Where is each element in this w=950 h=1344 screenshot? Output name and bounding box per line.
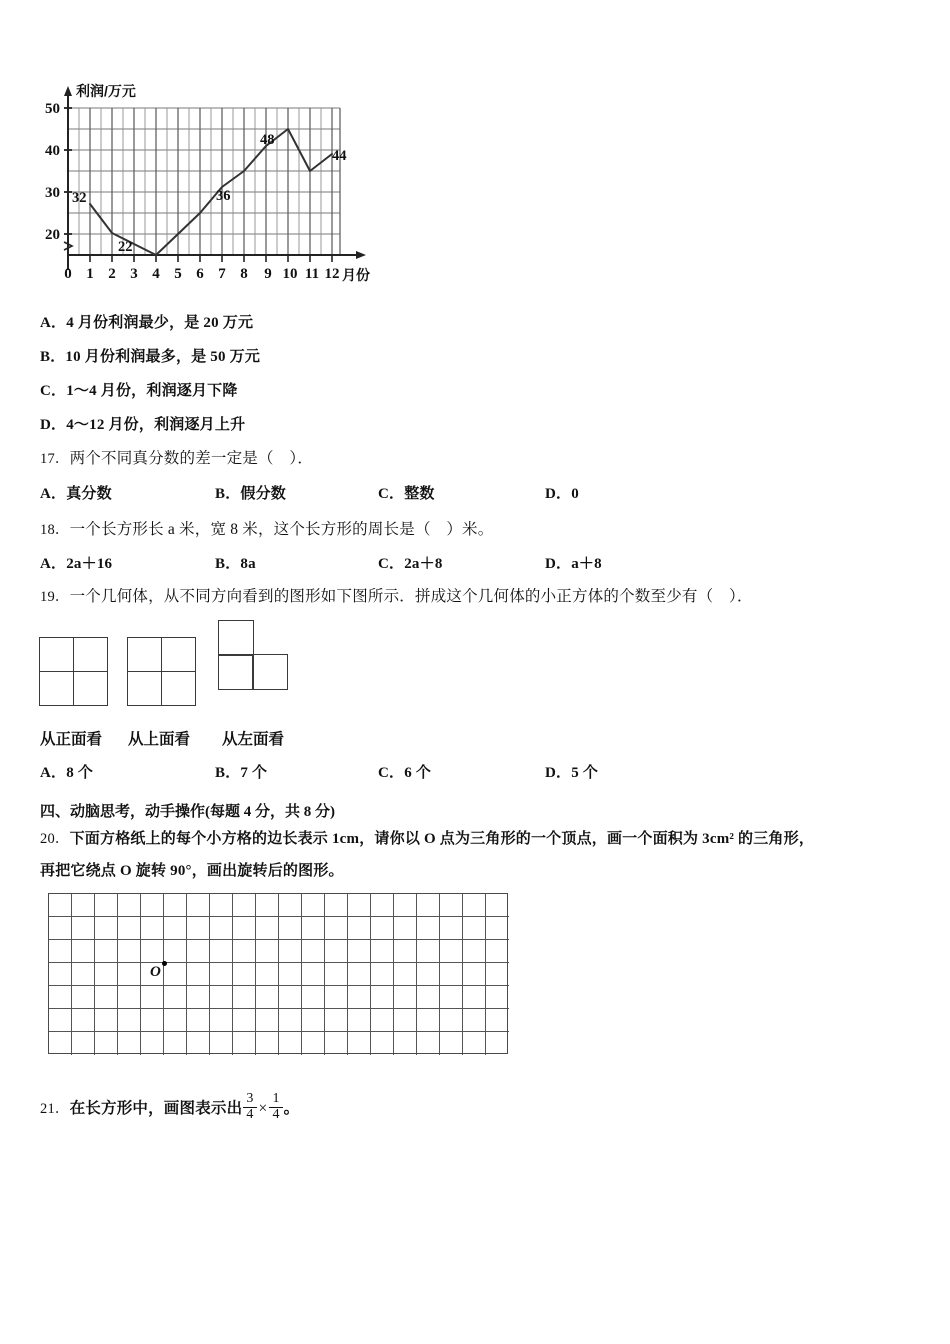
grid-cell [371, 917, 394, 940]
q19-option-c-label: C． [378, 765, 405, 781]
grid-cell [325, 940, 348, 963]
grid-cell [72, 940, 95, 963]
grid-cell [164, 963, 187, 986]
q21-fraction-1 [243, 1092, 256, 1122]
grid-cell [187, 1009, 210, 1032]
q16-option-b-text: 10 月份利润最多，是 50 万元 [65, 349, 261, 365]
q19-figure-left-view [218, 620, 290, 692]
grid-cell [394, 917, 417, 940]
grid-cell [302, 1009, 325, 1032]
q18-stem-text: 一个长方形长 a 米，宽 8 米，这个长方形的周长是（ ）米。 [69, 521, 494, 538]
grid-cell [49, 986, 72, 1009]
grid-cell [187, 963, 210, 986]
q16-option-c-label: C． [40, 383, 67, 399]
x-tick-label: 12 [324, 266, 340, 282]
q17-option-a-text: 真分数 [66, 486, 112, 502]
grid-cell [486, 917, 509, 940]
grid-cell [463, 986, 486, 1009]
grid-cell [161, 671, 196, 706]
grid-cell [348, 1032, 371, 1055]
q18-option-d-label: D． [545, 556, 572, 572]
grid-cell [95, 917, 118, 940]
chart-x-axis-title: 月份 [342, 267, 370, 283]
grid-cell [95, 940, 118, 963]
q20-number: 20． [40, 831, 70, 847]
grid-cell [233, 917, 256, 940]
chart-x-tick-labels [64, 266, 339, 282]
grid-cell [256, 963, 279, 986]
q19-caption-front: 从正面看 [40, 731, 103, 748]
q21-stem-after: 。 [283, 1100, 300, 1117]
grid-cell [440, 894, 463, 917]
y-tick-label: 50 [45, 101, 60, 117]
grid-cell [187, 1032, 210, 1055]
chart-point-label: 44 [332, 148, 347, 164]
x-tick-label: 9 [264, 266, 272, 282]
q19-option-c-text: 6 个 [404, 765, 432, 781]
grid-cell [417, 917, 440, 940]
fraction-denominator: 4 [269, 1107, 282, 1123]
q19-caption-left: 从左面看 [222, 731, 285, 748]
grid-cell [279, 1032, 302, 1055]
grid-cell [141, 940, 164, 963]
q18-option-c-label: C． [378, 556, 405, 572]
grid-cell [127, 637, 162, 672]
x-tick-label: 5 [174, 266, 182, 282]
grid-cell [72, 1032, 95, 1055]
grid-cell [141, 986, 164, 1009]
grid-cell [164, 894, 187, 917]
grid-cell [164, 940, 187, 963]
grid-cell [417, 963, 440, 986]
grid-cell [49, 917, 72, 940]
q17-option-a[interactable] [40, 482, 112, 503]
grid-cell [302, 894, 325, 917]
grid-cell [440, 986, 463, 1009]
grid-cell [486, 1032, 509, 1055]
grid-cell [164, 1032, 187, 1055]
q16-option-d[interactable] [40, 413, 245, 434]
q16-option-a-label: A． [40, 315, 67, 331]
q20-stem-line1 [40, 828, 814, 851]
grid-cell [256, 894, 279, 917]
grid-cell [302, 1032, 325, 1055]
grid-cell [118, 1032, 141, 1055]
grid-cell [417, 986, 440, 1009]
grid-cell [371, 963, 394, 986]
grid-cell [486, 940, 509, 963]
grid-cell [348, 940, 371, 963]
grid-cell [371, 1032, 394, 1055]
q19-option-d[interactable] [545, 761, 598, 782]
q16-option-a[interactable] [40, 311, 253, 332]
chart-y-tick-labels [45, 101, 60, 243]
grid-cell [440, 940, 463, 963]
grid-cell [233, 894, 256, 917]
q18-option-a-label: A． [40, 556, 67, 572]
q19-option-d-label: D． [545, 765, 572, 781]
q17-number: 17． [40, 451, 70, 467]
grid-cell [164, 986, 187, 1009]
x-tick-label: 2 [108, 266, 116, 282]
grid-cell [325, 986, 348, 1009]
grid-cell [39, 671, 74, 706]
fraction-denominator: 4 [243, 1107, 256, 1123]
q18-option-b[interactable] [215, 552, 256, 573]
grid-cell [279, 1009, 302, 1032]
grid-cell [348, 894, 371, 917]
x-tick-label: 0 [64, 266, 72, 282]
section-4-heading: 四、动脑思考，动手操作(每题 4 分，共 8 分) [40, 804, 335, 820]
q20-stem-line1-text: 下面方格纸上的每个小方格的边长表示 1cm，请你以 O 点为三角形的一个顶点，画一个面积为 3cm² 的三角形， [69, 831, 815, 847]
q18-option-b-label: B． [215, 556, 241, 572]
grid-cell [187, 940, 210, 963]
chart-point-label: 22 [118, 239, 133, 255]
grid-cell [440, 963, 463, 986]
x-tick-label: 3 [130, 266, 138, 282]
grid-cell [302, 963, 325, 986]
grid-cell [256, 986, 279, 1009]
grid-cell [440, 1009, 463, 1032]
q19-option-a-label: A． [40, 765, 67, 781]
chart-gridlines-vertical-major [90, 108, 340, 255]
grid-cell [463, 963, 486, 986]
q18-number: 18． [40, 522, 70, 538]
q19-option-b-label: B． [215, 765, 241, 781]
grid-cell [95, 986, 118, 1009]
q18-option-a-text: 2a＋16 [66, 556, 113, 572]
grid-cell [127, 671, 162, 706]
profit-line-chart [40, 80, 380, 285]
grid-cell [141, 1009, 164, 1032]
grid-cell [118, 940, 141, 963]
grid-cell [486, 986, 509, 1009]
grid-cell [95, 894, 118, 917]
x-tick-label: 8 [240, 266, 248, 282]
grid-cell [118, 917, 141, 940]
q17-option-d-text: 0 [571, 486, 579, 502]
q18-option-a[interactable] [40, 552, 112, 573]
q16-option-b[interactable] [40, 345, 260, 366]
grid-cell [394, 1032, 417, 1055]
grid-cell [72, 917, 95, 940]
grid-cell [348, 963, 371, 986]
q18-option-d-text: a＋8 [571, 556, 602, 572]
grid-cell [279, 894, 302, 917]
q17-stem [40, 447, 313, 471]
grid-cell [95, 1009, 118, 1032]
q16-option-d-text: 4～12 月份，利润逐月上升 [66, 417, 246, 433]
grid-cell [118, 1009, 141, 1032]
grid-cell [279, 940, 302, 963]
grid-cell [141, 894, 164, 917]
grid-cell [279, 963, 302, 986]
q21-stem [40, 1091, 300, 1125]
q19-stem-text: 一个几何体，从不同方向看到的图形如下图所示．拼成这个几何体的小正方体的个数至少有（ ）． [69, 588, 753, 605]
grid-cell [394, 940, 417, 963]
grid-cell [486, 1009, 509, 1032]
grid-cell [417, 940, 440, 963]
fraction-numerator: 3 [246, 1091, 254, 1106]
grid-cell [256, 940, 279, 963]
grid-cell [233, 1009, 256, 1032]
chart-point-label: 48 [260, 132, 275, 148]
grid-cell [440, 1032, 463, 1055]
grid-cell [49, 1009, 72, 1032]
grid-cell [394, 894, 417, 917]
grid-cell [118, 986, 141, 1009]
grid-cell [325, 1032, 348, 1055]
q17-option-d[interactable] [545, 482, 579, 503]
grid-cell [486, 963, 509, 986]
l-cell-top-left [218, 620, 254, 656]
grid-cell [141, 917, 164, 940]
q19-option-b[interactable] [215, 761, 267, 782]
grid-cell [49, 963, 72, 986]
grid-cell [417, 1032, 440, 1055]
q17-option-b-text: 假分数 [240, 486, 287, 502]
grid-cell [210, 963, 233, 986]
grid-cell [187, 894, 210, 917]
grid-cell [187, 917, 210, 940]
grid-cell [118, 963, 141, 986]
grid-cell [302, 986, 325, 1009]
grid-cell [371, 986, 394, 1009]
grid-cell [463, 940, 486, 963]
x-tick-label: 7 [218, 266, 226, 282]
q16-option-d-label: D． [40, 417, 67, 433]
q19-caption-top: 从上面看 [128, 731, 191, 748]
q17-option-d-label: D． [545, 486, 572, 502]
grid-cell [325, 917, 348, 940]
grid-cell [95, 963, 118, 986]
grid-cell [348, 917, 371, 940]
y-tick-label: 40 [45, 143, 60, 159]
grid-cell [256, 1032, 279, 1055]
grid-cell [73, 637, 108, 672]
grid-cell [463, 1032, 486, 1055]
chart-svg [40, 80, 380, 285]
grid-cell [118, 894, 141, 917]
chart-y-axis-title: 利润/万元 [76, 83, 136, 99]
q21-number: 21． [40, 1101, 70, 1117]
q20-graph-paper[interactable] [48, 893, 508, 1054]
grid-cell [256, 1009, 279, 1032]
q19-stem [40, 585, 753, 609]
grid-cell [210, 917, 233, 940]
q19-option-d-text: 5 个 [571, 765, 599, 781]
q19-option-c[interactable] [378, 761, 431, 782]
q17-option-c-label: C． [378, 486, 405, 502]
q18-option-c[interactable] [378, 552, 443, 573]
grid-cell [210, 1032, 233, 1055]
grid-cell [417, 1009, 440, 1032]
grid-cell [256, 917, 279, 940]
q17-option-a-label: A． [40, 486, 67, 502]
x-tick-label: 11 [304, 266, 320, 282]
grid-cell [49, 894, 72, 917]
grid-cell [302, 940, 325, 963]
x-tick-label: 4 [152, 266, 160, 282]
q19-option-b-text: 7 个 [240, 765, 268, 781]
grid-cell [371, 894, 394, 917]
q19-figure-top-view [128, 638, 196, 706]
grid-cell [233, 1032, 256, 1055]
grid-cell [210, 894, 233, 917]
q19-option-a-text: 8 个 [66, 765, 94, 781]
grid-cell [72, 963, 95, 986]
q18-option-b-text: 8a [240, 556, 256, 572]
grid-cell [325, 894, 348, 917]
grid-cell [279, 986, 302, 1009]
grid-cell [187, 986, 210, 1009]
grid-cell [72, 986, 95, 1009]
q20-stem-line2: 再把它绕点 O 旋转 90°，画出旋转后的图形。 [40, 863, 344, 879]
grid-cell [394, 963, 417, 986]
q17-option-c-text: 整数 [404, 486, 435, 502]
grid-cell [417, 894, 440, 917]
grid-cell [164, 1009, 187, 1032]
grid-cell [394, 1009, 417, 1032]
fraction-numerator: 1 [272, 1091, 280, 1106]
grid-cell [463, 917, 486, 940]
grid-cell [463, 894, 486, 917]
grid-cell [39, 637, 74, 672]
l-cell-bottom-left [218, 654, 254, 690]
q17-option-c[interactable] [378, 482, 435, 503]
q17-stem-text: 两个不同真分数的差一定是（ ）． [69, 450, 314, 467]
q17-option-b[interactable] [215, 482, 286, 503]
q18-option-c-text: 2a＋8 [404, 556, 443, 572]
grid-cell [279, 917, 302, 940]
q16-option-a-text: 4 月份利润最少，是 20 万元 [66, 315, 254, 331]
grid-cell [302, 917, 325, 940]
grid-cell [233, 963, 256, 986]
x-tick-label: 1 [86, 266, 94, 282]
grid-cell [49, 940, 72, 963]
y-tick-label: 20 [45, 227, 60, 243]
grid-cell [348, 986, 371, 1009]
q16-option-b-label: B． [40, 349, 66, 365]
chart-point-label: 36 [216, 188, 231, 204]
q17-option-b-label: B． [215, 486, 241, 502]
grid-cell [371, 940, 394, 963]
q16-option-c[interactable] [40, 379, 238, 400]
x-tick-label: 10 [282, 266, 298, 282]
grid-cell [49, 1032, 72, 1055]
grid-cell [161, 637, 196, 672]
q19-figure-front-view [40, 638, 108, 706]
q19-number: 19． [40, 589, 70, 605]
grid-cell [164, 917, 187, 940]
l-cell-bottom-right [252, 654, 288, 690]
grid-cell [348, 1009, 371, 1032]
grid-cell [72, 894, 95, 917]
grid-cell [486, 894, 509, 917]
grid-cell [72, 1009, 95, 1032]
chart-point-label: 32 [72, 190, 87, 206]
grid-cell [440, 917, 463, 940]
q21-fraction-2 [269, 1092, 282, 1122]
grid-cell [325, 963, 348, 986]
chart-x-ticks [90, 255, 332, 262]
grid-cell [233, 940, 256, 963]
q21-stem-before: 在长方形中，画图表示出 [69, 1100, 243, 1117]
q19-option-a[interactable] [40, 761, 93, 782]
grid-cell [371, 1009, 394, 1032]
grid-cell [394, 986, 417, 1009]
grid-cell [141, 1032, 164, 1055]
x-tick-label: 6 [196, 266, 204, 282]
y-tick-label: 30 [45, 185, 60, 201]
grid-cell [95, 1032, 118, 1055]
grid-cell [73, 671, 108, 706]
grid-cell [463, 1009, 486, 1032]
q21-operator: × [258, 1100, 268, 1117]
point-o-label: O [150, 964, 161, 980]
grid-cell [325, 1009, 348, 1032]
grid-cell [210, 1009, 233, 1032]
q18-option-d[interactable] [545, 552, 602, 573]
point-o-marker [162, 961, 167, 966]
q16-option-c-text: 1～4 月份，利润逐月下降 [66, 383, 238, 399]
grid-cell [233, 986, 256, 1009]
q18-stem [40, 518, 493, 542]
grid-cell [210, 986, 233, 1009]
grid-cell [210, 940, 233, 963]
